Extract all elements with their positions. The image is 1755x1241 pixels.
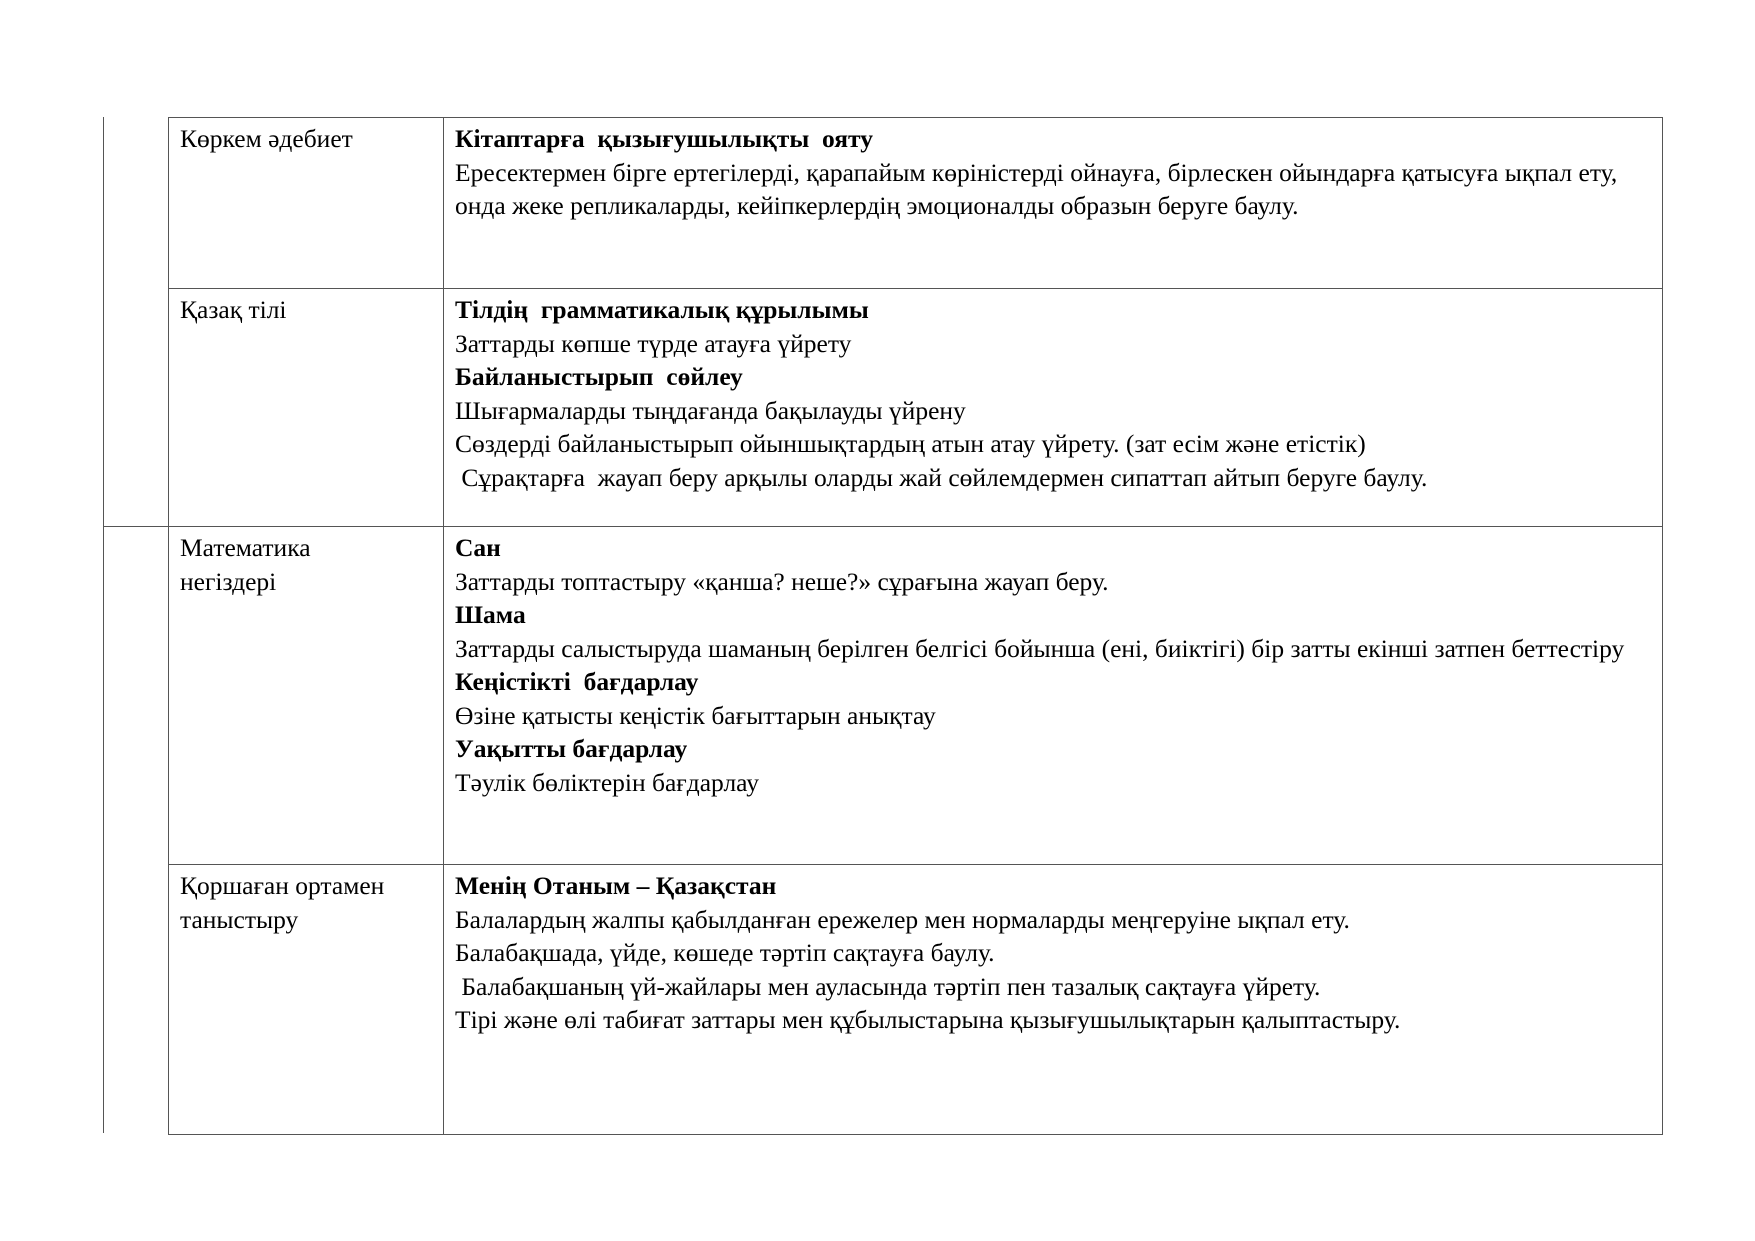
left-margin-divider [103,526,169,527]
table-row [169,118,1663,289]
content-cell [444,289,1663,527]
content-line: Сөздерді байланыстырып ойыншықтардың атын атау үйрету. (зат есім және етістік) [455,429,1366,458]
table-row [169,289,1663,527]
content-line: Тірі және өлі табиғат заттары мен құбылыстарына қызығушылықтарын қалыптастыру. [455,1005,1401,1034]
left-margin-line-upper [103,117,104,527]
subject-cell: Математика негіздері [169,527,444,865]
content-line: Балалардың жалпы қабылданған ережелер мен нормаларды меңгеруіне ықпал ету. [455,904,1350,934]
content-line: Ересектермен бірге ертегілерді, қарапайым көріністерді ойнауға, бірлескен ойындарға қатысуға ықпал ету, онда жеке репликаларды, кейіпкерлердің эмоционалды образын беруге баулу. [455,157,1624,220]
section-heading: Тілдің грамматикалық құрылымы [455,295,869,324]
curriculum-table [168,117,1663,1135]
section-heading: Менің Отаным – Қазақстан [455,871,777,900]
content-line: Өзіне қатысты кеңістік бағыттарын анықтау [455,700,936,730]
content-cell [444,527,1663,865]
content-cell [444,865,1663,1135]
content-line: Заттарды көпше түрде атауға үйрету [455,328,852,358]
content-cell [444,118,1663,289]
section-heading: Кеңістікті бағдарлау [455,667,699,696]
section-heading: Сан [455,533,501,562]
left-margin-line-lower [103,526,104,1133]
content-line: Шығармаларды тыңдағанда бақылауды үйрену [455,395,966,425]
content-line: Сұрақтарға жауап беру арқылы оларды жай сөйлемдермен сипаттап айтып беруге баулу. [455,462,1428,492]
subject-cell: Қазақ тілі [169,289,444,527]
content-line: Балабақшаның үй-жайлары мен ауласында тәртіп пен тазалық сақтауға үйрету. [455,971,1321,1001]
subject-cell: Қоршаған ортамен таныстыру [169,865,444,1135]
table-row [169,527,1663,865]
table-row [169,865,1663,1135]
section-heading: Уақытты бағдарлау [455,734,688,763]
content-line: Балабақшада, үйде, көшеде тәртіп сақтауға баулу. [455,938,995,967]
section-heading: Кітаптарға қызығушылықты ояту [455,124,873,153]
content-line: Заттарды топтастыру «қанша? неше?» сұрағына жауап беру. [455,566,1109,596]
content-line: Тәулік бөліктерін бағдарлау [455,767,759,797]
subject-cell: Көркем әдебиет [169,118,444,289]
section-heading: Шама [455,600,526,629]
content-line: Заттарды салыстыруда шаманың берілген белгісі бойынша (ені, биіктігі) бір затты екінші затпен беттестіру [455,633,1625,663]
section-heading: Байланыстырып сөйлеу [455,362,743,391]
